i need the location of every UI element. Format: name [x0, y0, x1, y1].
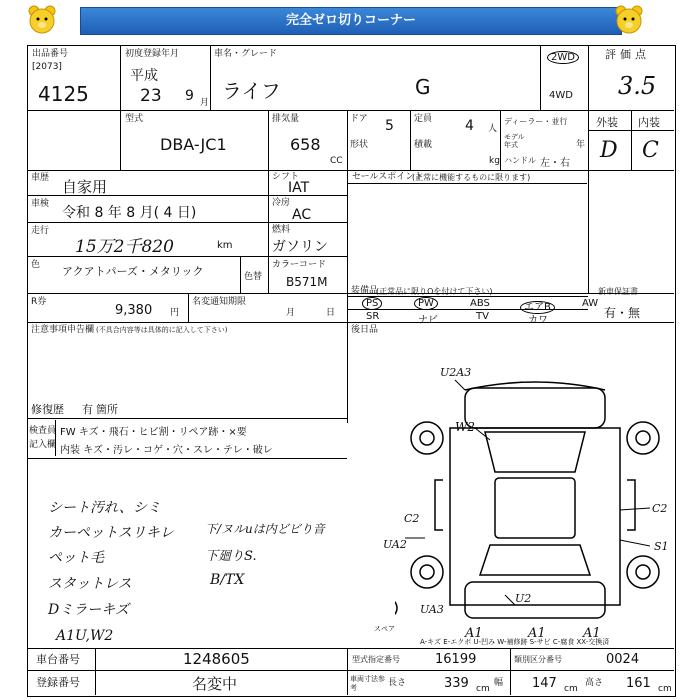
- capacity-label: 定員: [414, 114, 433, 124]
- mark-ua3: UA3: [420, 603, 444, 616]
- equip-sr: SR: [366, 311, 380, 322]
- fuel-label: 燃料: [272, 225, 291, 235]
- height-unit: cm: [658, 684, 672, 694]
- type-label: 型式指定番号: [352, 655, 400, 664]
- lot-label: 出品番号: [32, 49, 69, 59]
- reg-month: 9: [185, 88, 194, 104]
- size-label: 車両寸法参考: [350, 675, 385, 692]
- inspection: 令和 8 年 8 月( 4 日): [62, 205, 197, 221]
- mark-s1: S1: [654, 540, 669, 553]
- disp-label: 排気量: [272, 114, 300, 124]
- reg-no: 名変中: [192, 675, 238, 693]
- handle-value: 左・右: [540, 158, 570, 169]
- recycle-label: R券: [31, 297, 47, 307]
- width-label: 幅: [494, 678, 504, 688]
- note-right-2: 下廻りS.: [205, 549, 257, 564]
- spare-label: スペア: [374, 625, 395, 633]
- shape-label: 形状: [350, 140, 369, 150]
- class-no: 0024: [606, 652, 640, 667]
- ext-grade: D: [600, 138, 618, 163]
- recycle-unit: 円: [170, 308, 180, 318]
- length-unit: cm: [476, 684, 490, 694]
- model-year-unit: 年: [576, 140, 586, 150]
- doors: 5: [385, 118, 394, 134]
- sales-label: セールスポイント: [352, 172, 424, 182]
- equip-label: 装備品: [351, 286, 379, 296]
- deadline-label: 名変通知期限: [192, 297, 247, 307]
- doors-label: ドア: [350, 114, 368, 124]
- dealer-label: ディーラー・並行: [504, 117, 568, 126]
- mark-u2a3: U2A3: [440, 366, 472, 379]
- equip-aw: AW: [582, 298, 599, 309]
- width: 147: [532, 676, 557, 691]
- warranty-value: 有・無: [604, 306, 641, 320]
- mark-a1-3: A1: [583, 626, 601, 641]
- note-line-4: スタットレス: [48, 576, 132, 592]
- rear-label: 後日品: [351, 325, 379, 335]
- mark-w2: W2: [455, 420, 475, 434]
- deadline-month: 月: [286, 308, 296, 318]
- mark-a1-1: A1: [465, 626, 483, 641]
- score-label: 評価点: [605, 48, 650, 61]
- length-label: 長さ: [388, 678, 407, 688]
- equip-airbag: エアB: [520, 298, 555, 313]
- color-code-label: カラーコード: [272, 260, 327, 270]
- color-code: B571M: [286, 275, 328, 289]
- equip-sub: (正常品に限りOを付けて下さい): [376, 287, 493, 296]
- equip-leather: カワ: [528, 315, 548, 326]
- repair-value: 有: [82, 403, 93, 416]
- disp-unit: CC: [330, 156, 343, 166]
- drive-2wd: 2WD: [547, 52, 579, 63]
- class-label: 類別区分番号: [514, 655, 562, 664]
- height-label: 高さ: [585, 678, 604, 688]
- shift-label: シフト: [272, 172, 300, 182]
- mark-u2: U2: [515, 592, 532, 605]
- mark-c2-right: C2: [652, 502, 668, 515]
- note-right-3: B/TX: [210, 572, 245, 588]
- recycle-fee: 9,380: [115, 303, 153, 318]
- sales-sub: (正常に機能するものに限ります): [412, 173, 531, 182]
- capacity-unit: 人: [488, 124, 498, 134]
- height: 161: [626, 676, 651, 691]
- note-line-2: カーペットスリキレ: [48, 525, 174, 541]
- shift: IAT: [288, 180, 310, 196]
- warranty-label: 新車保証書: [598, 287, 638, 296]
- reg-year: 23: [140, 86, 162, 106]
- note-line-5: Dミラーキズ: [48, 602, 129, 618]
- deadline-day: 日: [326, 308, 336, 318]
- equip-tv: TV: [476, 311, 489, 322]
- mark-a1-2: A1: [528, 626, 546, 641]
- mark-ua2: UA2: [383, 538, 407, 551]
- width-unit: cm: [564, 684, 578, 694]
- ac-label: 冷房: [272, 198, 291, 208]
- int-label: 内装: [638, 116, 660, 129]
- score-value: 3.5: [618, 72, 657, 100]
- inspection-label: 車検: [31, 199, 50, 209]
- notes-sub: (不具合内容等は具体的に記入して下さい): [96, 326, 228, 334]
- notes-label: 注意事項申告欄: [31, 325, 95, 335]
- repair-label: 修復歴: [31, 403, 64, 416]
- mark-c2-left: C2: [404, 512, 420, 525]
- fuel: ガソリン: [272, 239, 328, 255]
- note-line-6: A1U,W2: [56, 628, 114, 644]
- ac: AC: [292, 207, 312, 223]
- month-unit: 月: [200, 98, 210, 108]
- int-grade: C: [642, 138, 659, 163]
- handle-label: ハンドル: [504, 156, 536, 165]
- lot-sub: [2073]: [32, 62, 62, 72]
- history-label: 車歴: [31, 173, 50, 183]
- ext-label: 外装: [596, 116, 618, 129]
- note-line-1: シート汚れ、シミ: [48, 500, 161, 516]
- model-year-label: モデル年式: [504, 133, 525, 149]
- color: アクアトパーズ・メタリック: [62, 265, 204, 278]
- inspector-row-1: FW キズ・飛石・ヒビ割・リペア跡・×要: [60, 427, 247, 438]
- name-label: 車名・グレード: [214, 49, 278, 59]
- capacity: 4: [465, 118, 474, 134]
- model-value: DBA-JC1: [160, 135, 227, 154]
- drive-4wd: 4WD: [549, 90, 573, 101]
- model-label: 型式: [125, 114, 144, 124]
- repair-unit: 箇所: [96, 403, 118, 416]
- era: 平成: [130, 68, 158, 84]
- reg-no-label: 登録番号: [36, 676, 80, 689]
- length: 339: [444, 676, 469, 691]
- page-banner: 完全ゼロ切りコーナー: [80, 7, 622, 35]
- reg-label: 初度登録年月: [125, 49, 180, 59]
- load-label: 積載: [414, 140, 433, 150]
- inspector-label-1: 検査員: [29, 426, 57, 436]
- grade: G: [415, 75, 431, 99]
- mileage: 15万2千820: [75, 237, 174, 257]
- mileage-unit: km: [217, 240, 233, 251]
- color-label: 色: [31, 260, 41, 270]
- note-right-1: 下/ヌルuは内どビり音: [205, 522, 325, 536]
- inspector-label-2: 記入欄: [29, 440, 57, 450]
- note-line-3: ペット毛: [48, 550, 104, 566]
- car-name: ライフ: [222, 79, 281, 103]
- equip-ps: PS: [362, 298, 382, 309]
- mascot-bear-left-icon: [25, 3, 59, 37]
- car-no: 1248605: [183, 650, 250, 668]
- car-no-label: 車台番号: [36, 653, 80, 666]
- displacement: 658: [290, 135, 321, 154]
- type-no: 16199: [435, 652, 477, 667]
- history: 自家用: [62, 178, 108, 196]
- lot-number: 4125: [38, 82, 89, 106]
- equip-navi: ナビ: [418, 315, 438, 326]
- mascot-bear-right-icon: [612, 3, 646, 37]
- color-change-label: 色替: [244, 272, 263, 282]
- damage-legend: A-キズ E-エクボ U-凹み W-補修跡 S-サビ C-腐食 XX-交換済: [420, 638, 610, 646]
- equip-abs: ABS: [470, 298, 490, 309]
- equip-pw: PW: [414, 298, 438, 309]
- load-unit: kg: [489, 156, 500, 166]
- inspector-row-2: 内装 キズ・汚レ・コゲ・穴・スレ・テレ・破レ: [60, 445, 273, 456]
- mileage-label: 走行: [31, 226, 50, 236]
